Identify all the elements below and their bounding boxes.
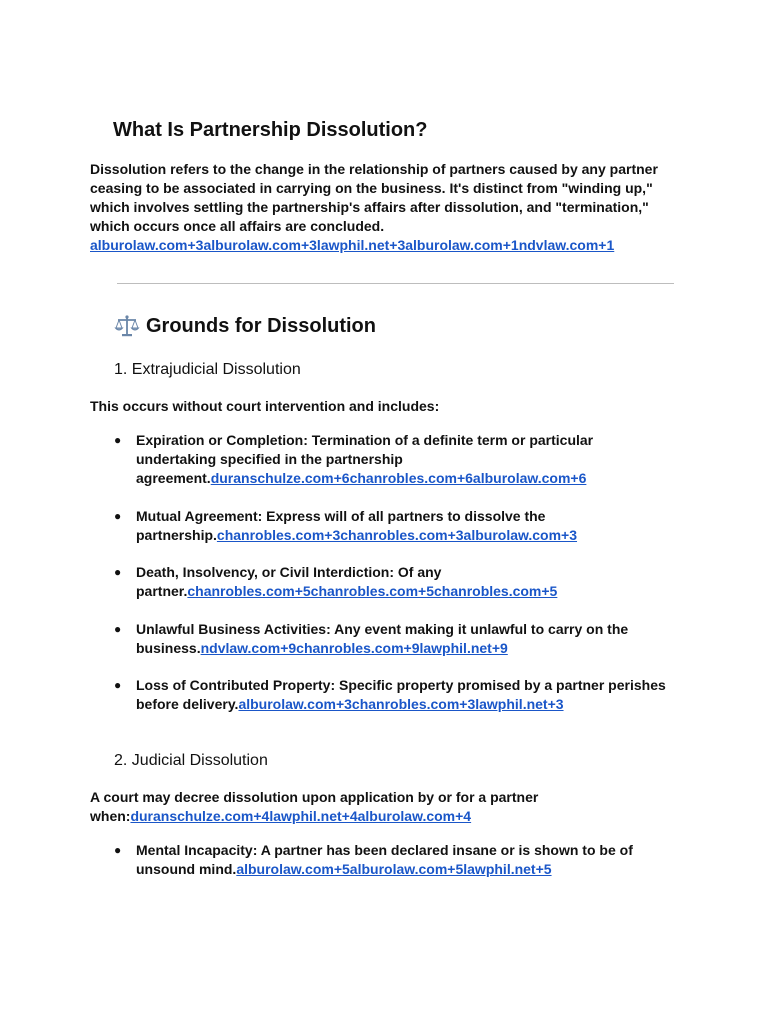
list-item-text: Death, Insolvency, or Civil Interdiction: Of any partner. xyxy=(136,564,442,599)
list-item-text: Mutual Agreement: Express will of all partners to dissolve the partnership. xyxy=(136,508,546,543)
extrajudicial-intro: This occurs without court intervention and includes: xyxy=(90,398,440,414)
list-item-source-links[interactable]: chanrobles.com+3chanrobles.com+3alburolaw.com+3 xyxy=(216,527,578,543)
definition-source-links[interactable]: alburolaw.com+3alburolaw.com+3lawphil.net+3alburolaw.com+1ndvlaw.com+1 xyxy=(90,237,615,253)
judicial-heading: 2. Judicial Dissolution xyxy=(114,752,268,769)
extrajudicial-heading: 1. Extrajudicial Dissolution xyxy=(114,361,301,378)
bullet-icon: ● xyxy=(114,622,122,636)
list-item xyxy=(114,841,674,879)
list-item xyxy=(114,620,674,658)
list-item-source-links[interactable]: alburolaw.com+5alburolaw.com+5lawphil.net+5 xyxy=(236,861,552,877)
list-item-source-links[interactable]: ndvlaw.com+9chanrobles.com+9lawphil.net+9 xyxy=(200,640,508,656)
list-item xyxy=(114,431,674,488)
judicial-intro xyxy=(90,788,560,826)
judicial-intro-text: A court may decree dissolution upon application by or for a partner when: xyxy=(90,789,539,824)
judicial-intro-source-links[interactable]: duranschulze.com+4lawphil.net+4alburolaw.com+4 xyxy=(130,808,472,824)
list-item xyxy=(114,563,674,601)
definition-text: Dissolution refers to the change in the relationship of partners caused by any partner ceasing to be associated in carrying on the business. It's distinct from "winding up," which involves settling the partnership's affairs after dissolution, and "termination," which occurs once all affairs are concluded. xyxy=(90,161,658,234)
grounds-title-text: Grounds for Dissolution xyxy=(146,315,376,337)
list-item-text: Unlawful Business Activities: Any event making it unlawful to carry on the business. xyxy=(136,621,629,656)
list-item-text: Loss of Contributed Property: Specific property promised by a partner perishes before delivery. xyxy=(136,677,666,712)
bullet-icon: ● xyxy=(114,565,122,579)
list-item-source-links[interactable]: duranschulze.com+6chanrobles.com+6alburolaw.com+6 xyxy=(210,470,587,486)
bullet-icon: ● xyxy=(114,509,122,523)
list-item-text: Mental Incapacity: A partner has been declared insane or is shown to be of unsound mind. xyxy=(136,842,633,877)
list-item xyxy=(114,507,674,545)
list-item-source-links[interactable]: chanrobles.com+5chanrobles.com+5chanrobles.com+5 xyxy=(187,583,558,599)
section-title-grounds xyxy=(114,313,376,339)
list-item-source-links[interactable]: alburolaw.com+3chanrobles.com+3lawphil.net+3 xyxy=(238,696,564,712)
definition-paragraph xyxy=(90,160,690,255)
list-item xyxy=(114,676,674,714)
bullet-icon: ● xyxy=(114,433,122,447)
section-title-partnership-dissolution: What Is Partnership Dissolution? xyxy=(113,119,428,141)
section-divider xyxy=(117,283,674,284)
bullet-icon: ● xyxy=(114,678,122,692)
bullet-icon: ● xyxy=(114,843,122,857)
list-item-text: Expiration or Completion: Termination of a definite term or particular undertaking specified in the partnership agreement. xyxy=(136,432,594,486)
balance-scale-icon xyxy=(114,313,140,339)
